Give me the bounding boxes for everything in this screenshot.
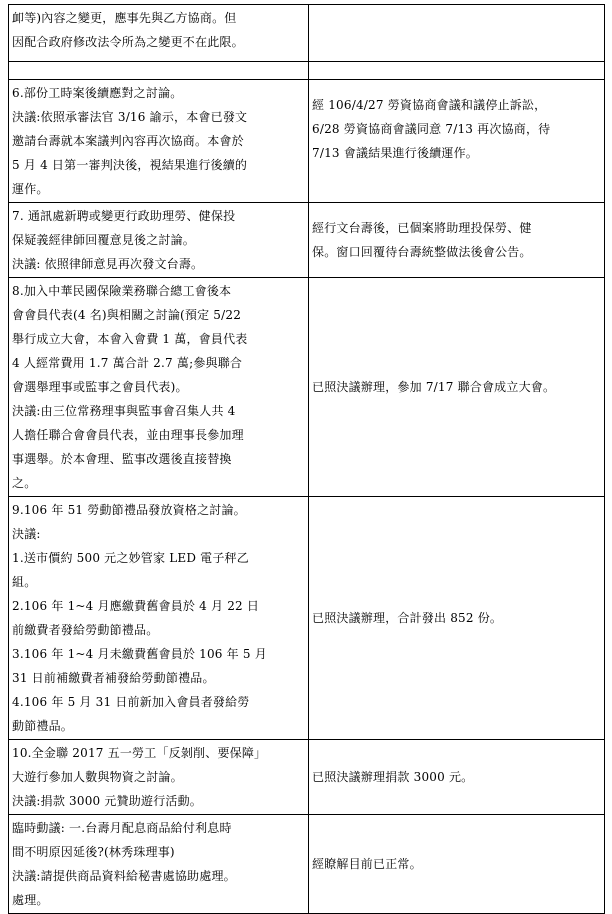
agenda-line: 6.部份工時案後續應對之討論。 <box>12 86 183 100</box>
result-cell <box>309 740 605 815</box>
agenda-line: 4.106 年 5 月 31 日前新加入會員者發給勞 <box>12 695 250 709</box>
agenda-line: 4 人經常費用 1.7 萬合計 2.7 萬;參與聯合 <box>12 356 243 370</box>
agenda-line: 決議:依照承審法官 3/16 諭示，本會已發文 <box>12 110 248 124</box>
agenda-line: 8.加入中華民國保險業務聯合總工會後本 <box>12 284 232 298</box>
agenda-line: 決議:由三位常務理事與監事會召集人共 4 <box>12 404 236 418</box>
agenda-line: 1.送市價約 500 元之妙管家 LED 電子秤乙 <box>12 551 249 565</box>
result-line: 已照決議辦理捐款 3000 元。 <box>312 770 474 784</box>
agenda-line: 會會員代表(4 名)與相關之討論(預定 5/22 <box>12 308 242 322</box>
agenda-line: 事選舉。於本會理、監事改選後直接替換 <box>12 452 232 466</box>
agenda-cell <box>9 497 309 740</box>
agenda-cell <box>9 815 309 914</box>
result-cell <box>309 5 605 62</box>
table-row <box>9 497 605 740</box>
agenda-cell <box>9 80 309 203</box>
agenda-line: 3.106 年 1~4 月未繳費舊會員於 106 年 5 月 <box>12 647 267 661</box>
agenda-cell <box>9 740 309 815</box>
agenda-line: 動節禮品。 <box>12 719 74 733</box>
agenda-line: 運作。 <box>12 182 49 196</box>
agenda-line: 決議:請提供商品資料給秘書處協助處理。 <box>12 869 236 883</box>
agenda-line: 7. 通訊處新聘或變更行政助理勞、健保投 <box>12 209 236 223</box>
result-line: 經行文台壽後，已個案將助理投保勞、健 <box>312 221 532 235</box>
agenda-line: 間不明原因延後?(林秀珠理事) <box>12 845 175 859</box>
table-row <box>9 203 605 278</box>
result-cell <box>309 497 605 740</box>
agenda-line: 卹等)內容之變更，應事先與乙方協商。但 <box>12 11 237 25</box>
table-row <box>9 278 605 497</box>
table-row <box>9 5 605 62</box>
table-row <box>9 815 605 914</box>
table-row <box>9 740 605 815</box>
agenda-line: 大遊行參加人數與物資之討論。 <box>12 770 183 784</box>
result-line: 經瞭解目前已正常。 <box>312 857 422 871</box>
agenda-line: 會選舉理事或監事之會員代表)。 <box>12 380 188 394</box>
agenda-line: 前繳費者發給勞動節禮品。 <box>12 623 159 637</box>
agenda-line: 人擔任聯合會會員代表，並由理事長參加理 <box>12 428 244 442</box>
agenda-line: 9.106 年 51 勞動節禮品發放資格之討論。 <box>12 503 246 517</box>
agenda-cell <box>9 62 309 80</box>
result-cell <box>309 203 605 278</box>
agenda-line: 決議: <box>12 527 41 541</box>
result-cell <box>309 62 605 80</box>
agenda-line: 決議: 依照律師意見再次發文台壽。 <box>12 257 204 271</box>
table-row <box>9 62 605 80</box>
agenda-line: 之。 <box>12 476 37 490</box>
result-line: 已照決議辦理，合計發出 852 份。 <box>312 611 503 625</box>
result-cell <box>309 80 605 203</box>
agenda-line: 處理。 <box>12 893 49 907</box>
agenda-line: 組。 <box>12 575 37 589</box>
agenda-line: 31 日前補繳費者補發給勞動節禮品。 <box>12 671 215 685</box>
agenda-line: 5 月 4 日第一審判決後，視結果進行後續的 <box>12 158 248 172</box>
minutes-table <box>8 4 605 914</box>
table-row <box>9 80 605 203</box>
agenda-line: 決議:捐款 3000 元贊助遊行活動。 <box>12 794 203 808</box>
agenda-line: 10.全金聯 2017 五一勞工「反剝削、要保障」 <box>12 746 267 760</box>
result-line: 6/28 勞資協商會議同意 7/13 再次協商，待 <box>312 122 551 136</box>
agenda-line: 保疑義經律師回覆意見後之討論。 <box>12 233 196 247</box>
agenda-cell <box>9 5 309 62</box>
agenda-line: 因配合政府修改法令所為之變更不在此限。 <box>12 35 244 49</box>
result-cell <box>309 278 605 497</box>
result-line: 已照決議辦理，參加 7/17 聯合會成立大會。 <box>312 380 556 394</box>
agenda-line: 2.106 年 1~4 月應繳費舊會員於 4 月 22 日 <box>12 599 260 613</box>
agenda-line: 舉行成立大會，本會入會費 1 萬，會員代表 <box>12 332 248 346</box>
result-line: 7/13 會議結果進行後續運作。 <box>312 146 478 160</box>
result-cell <box>309 815 605 914</box>
agenda-cell <box>9 278 309 497</box>
agenda-cell <box>9 203 309 278</box>
agenda-line: 邀請台壽就本案議判內容再次協商。本會於 <box>12 134 244 148</box>
result-line: 保。窗口回覆待台壽統整做法後會公告。 <box>312 245 532 259</box>
agenda-line: 臨時動議: 一.台壽月配息商品給付利息時 <box>12 821 232 835</box>
result-line: 經 106/4/27 勞資協商會議和議停止訴訟， <box>312 98 547 112</box>
